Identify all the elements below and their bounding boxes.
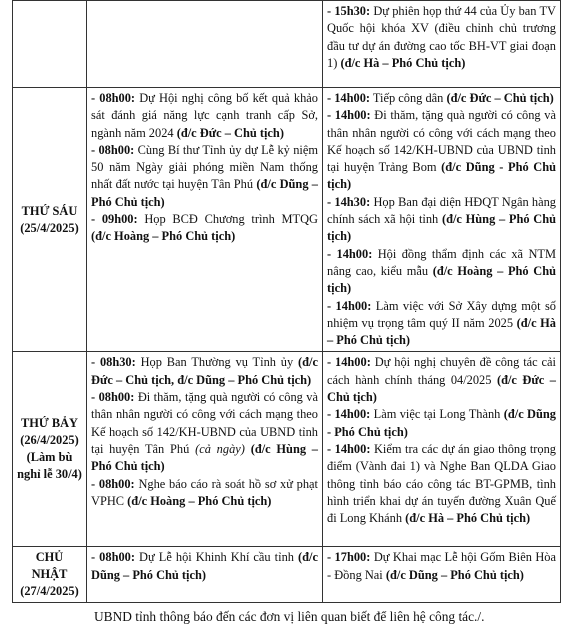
day-cell: [13, 88, 87, 352]
schedule-row: [13, 1, 561, 88]
entry-text: Dự Lễ hội Khinh Khí cầu tỉnh: [139, 550, 294, 565]
day-label: (Làm bù: [26, 450, 73, 465]
morning-cell: [87, 88, 323, 352]
entry-assignee: (đ/c Đức – Chủ tịch): [327, 372, 556, 405]
day-label: (26/4/2025): [20, 433, 79, 448]
entry-assignee: (đ/c Dũng – Phó Chủ tịch): [91, 550, 318, 582]
day-label: THỨ BẢY: [20, 416, 79, 431]
afternoon-cell: [323, 1, 561, 88]
schedule-entry: [91, 142, 318, 211]
entry-time: - 14h00:: [327, 91, 371, 105]
day-cell: [13, 1, 87, 88]
day-label: (27/4/2025): [20, 584, 79, 599]
schedule-entry: [327, 246, 556, 298]
entry-text: Cùng Bí thư Tỉnh ủy dự Lễ kỷ niệm 50 năm Ngày giải phóng miền Nam thống nhất đất nước tại huyện Tân Phú: [91, 142, 318, 192]
schedule-row: [13, 547, 561, 603]
schedule-entry: [327, 354, 556, 406]
entry-text: Dự hội nghị chuyên đề công tác cải cách hành chính tháng 04/2025: [327, 355, 556, 387]
entry-time: - 09h00:: [91, 212, 138, 227]
entry-time: - 14h00:: [327, 407, 371, 422]
morning-cell: [87, 547, 323, 603]
entry-assignee: (đ/c Hoàng – Phó Chủ tịch): [127, 493, 272, 508]
entry-assignee: (đ/c Hà – Phó Chủ tịch): [327, 315, 557, 348]
morning-cell: [87, 1, 323, 88]
schedule-table: [12, 0, 561, 603]
entry-assignee: (đ/c Đức – Chủ tịch): [446, 91, 554, 105]
entry-note: (cả ngày): [195, 441, 245, 456]
entry-text: Dự Khai mạc Lễ hội Gốm Biên Hòa - Đồng Nai: [327, 550, 556, 582]
schedule-row: [13, 88, 561, 352]
day-label: CHỦ: [35, 550, 64, 565]
entry-time: - 14h00:: [327, 441, 371, 456]
entry-assignee: (đ/c Đức – Chủ tịch, đ/c Dũng – Phó Chủ tịch): [91, 355, 318, 387]
schedule-entry: [327, 3, 556, 72]
entry-text: Đi thăm, tặng quà người có công và thân nhân người có công với cách mạng theo Kế hoạch số 142/KH-UBND của UBND tỉnh tại huyện Trảng Bom: [327, 108, 556, 175]
afternoon-cell: [323, 547, 561, 603]
entry-text: Kiểm tra các dự án giao thông trọng điểm (Vành đai 1) và Nghe Ban QLDA Giao thông tỉnh báo cáo công tác BT-GPMB, tình hình triển khai dự án tuyến đường Xuân Quế đi Long Khánh: [327, 441, 556, 526]
schedule-entry: [91, 90, 318, 142]
schedule-entry: [91, 211, 318, 246]
entry-time: - 14h00:: [327, 246, 373, 261]
entry-text: Họp Ban đại diện HĐQT Ngân hàng chính sách xã hội tỉnh: [327, 194, 556, 227]
entry-assignee: (đ/c Dũng – Phó Chủ tịch): [385, 567, 524, 582]
schedule-entry: [91, 476, 318, 511]
day-label: THỨ SÁU: [21, 203, 78, 218]
entry-text: Họp Ban Thường vụ Tỉnh ủy: [140, 355, 294, 370]
morning-cell: [87, 352, 323, 547]
entry-text: Làm việc với Sở Xây dựng một số nhiệm vụ trọng tâm quý II năm 2025: [327, 298, 556, 330]
afternoon-cell: [323, 352, 561, 547]
schedule-entry: [327, 107, 556, 193]
entry-assignee: (đ/c Dũng – Phó Chủ tịch): [91, 177, 318, 209]
entry-text: Tiếp công dân: [372, 91, 444, 105]
entry-text: Đi thăm, tặng quà người có công và thân nhân người có công với cách mạng theo Kế hoạch số 142/KH-UBND của UBND tỉnh tại huyện Tân Phú: [91, 390, 318, 456]
day-cell: [13, 352, 87, 547]
entry-time: - 14h00:: [327, 355, 371, 370]
day-label: NHẬT: [31, 567, 68, 582]
entry-assignee: (đ/c Hà – Phó Chủ tịch): [340, 55, 466, 70]
entry-time: - 08h00:: [91, 91, 136, 105]
schedule-row: [13, 352, 561, 547]
schedule-entry: [91, 354, 318, 389]
entry-time: - 14h00:: [327, 298, 372, 313]
entry-assignee: (đ/c Hoàng – Phó Chủ tịch): [327, 263, 556, 296]
footer-note: UBND tỉnh thông báo đến các đơn vị liên quan biết để liên hệ công tác./.: [94, 609, 485, 624]
entry-text: Dự Hội nghị công bố kết quả khảo sát đánh giá năng lực cạnh tranh cấp Sở, ngành năm 2024: [91, 91, 318, 140]
entry-text: Dự phiên họp thứ 44 của Ủy ban TV Quốc hội khóa XV (điều chỉnh chủ trương đầu tư dự án đường cao tốc BH-VT giai đoạn 1): [327, 4, 556, 70]
entry-assignee: (đ/c Hoàng – Phó Chủ tịch): [91, 229, 236, 244]
entry-assignee: (đ/c Hùng – Phó Chủ tịch): [327, 212, 557, 244]
entry-time: - 08h00:: [91, 390, 135, 405]
entry-text: Họp BCĐ Chương trình MTQG: [144, 212, 318, 227]
entry-assignee: (đ/c Hùng – Phó Chủ tịch): [91, 441, 319, 474]
afternoon-cell: [323, 88, 561, 352]
schedule-entry: [327, 549, 556, 584]
entry-text: Làm việc tại Long Thành: [373, 407, 501, 422]
schedule-entry: [327, 90, 556, 107]
entry-text: Hội đồng thẩm định các xã NTM nâng cao, kiểu mẫu: [327, 246, 556, 278]
day-label: (25/4/2025): [20, 220, 79, 235]
entry-assignee: (đ/c Hà – Phó Chủ tịch): [405, 511, 531, 526]
entry-assignee: (đ/c Dũng - Phó Chủ tịch): [327, 160, 556, 192]
entry-time: - 08h00:: [91, 550, 135, 565]
entry-text: Nghe báo cáo rà soát hồ sơ xử phạt VPHC: [91, 476, 318, 508]
entry-time: - 15h30:: [327, 4, 371, 18]
schedule-entry: [327, 406, 556, 441]
entry-time: - 08h30:: [91, 355, 136, 370]
day-cell: [13, 547, 87, 603]
schedule-entry: [327, 441, 556, 527]
entry-assignee: (đ/c Đức – Chủ tịch): [176, 125, 284, 140]
schedule-entry: [91, 549, 318, 584]
day-label: nghỉ lễ 30/4): [17, 467, 82, 482]
entry-time: - 08h00:: [91, 476, 135, 491]
entry-assignee: (đ/c Dũng - Phó Chủ tịch): [327, 407, 556, 439]
entry-time: - 14h00:: [327, 108, 371, 123]
schedule-entry: [91, 389, 318, 475]
schedule-entry: [327, 194, 556, 246]
entry-time: - 14h30:: [327, 194, 371, 209]
entry-time: - 17h00:: [327, 550, 371, 565]
schedule-entry: [327, 298, 556, 350]
entry-time: - 08h00:: [91, 142, 135, 157]
